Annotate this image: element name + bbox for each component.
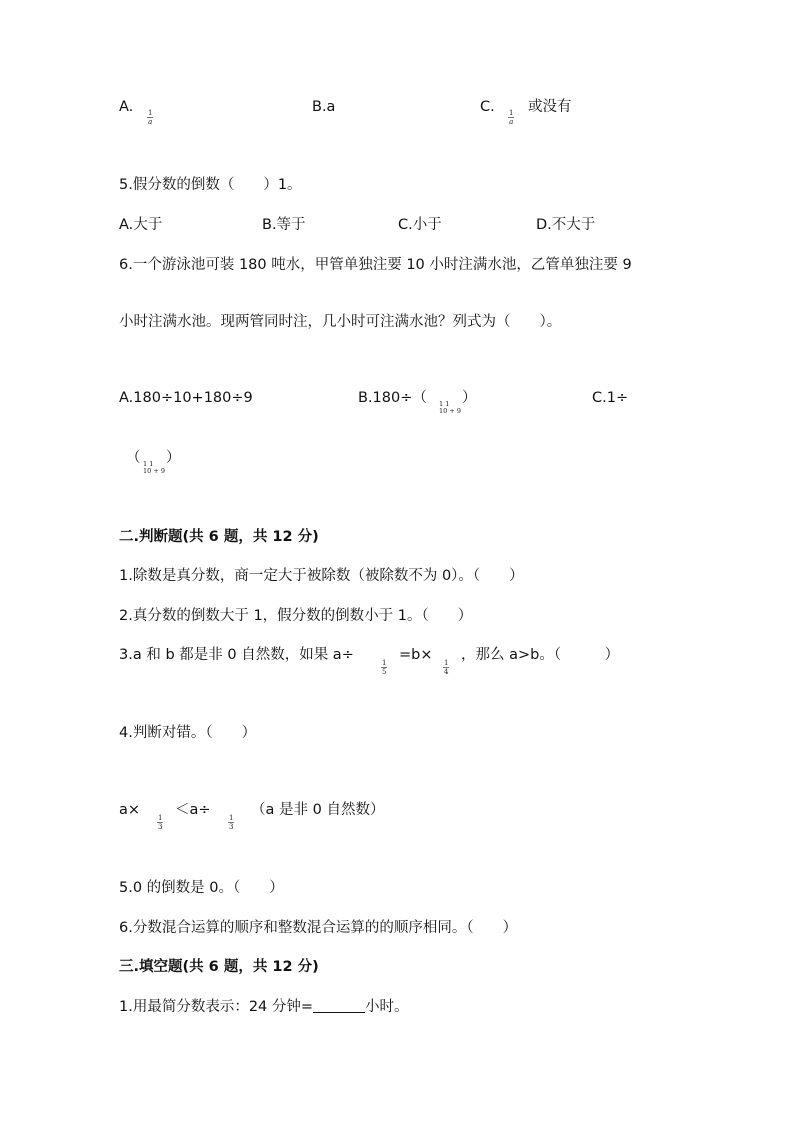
q6-option-c-prefix: C.1÷	[592, 390, 629, 406]
judge-q4: 4.判断对错。（ ）	[119, 725, 257, 741]
fraction-denominator: 4	[444, 668, 449, 676]
judge-q3-part1: 3.a 和 b 都是非 0 自然数，如果 a÷	[119, 647, 354, 663]
q6-option-b-prefix: B.180÷（	[358, 390, 427, 406]
fraction-sum-denominators: 10 + 9	[439, 407, 461, 415]
judge-q4-fraction-1	[157, 814, 163, 831]
fraction-numerator: 1	[382, 659, 387, 667]
fraction-denominator: a	[509, 118, 514, 126]
fraction-denominator: a	[148, 118, 153, 126]
q6-stem-line1: 6.一个游泳池可装 180 吨水，甲管单独注要 10 小时注满水池，乙管单独注要 9	[119, 257, 632, 273]
q6-option-b-suffix: ）	[462, 390, 477, 406]
q4-option-c-suffix: 或没有	[528, 99, 572, 115]
answer-blank[interactable]	[313, 998, 365, 1013]
q6-option-c-close-paren: ）	[166, 450, 181, 466]
q5-option-b: B.等于	[262, 217, 306, 233]
fraction-numerator: 1	[229, 814, 234, 822]
fraction-sum-numerators: 1 1	[439, 400, 450, 408]
q4-option-a-label: A.	[119, 99, 134, 115]
judge-q4-expr-part2: ＜a÷	[175, 802, 211, 818]
fraction-numerator: 1	[158, 814, 163, 822]
section2-heading: 二.判断题(共 6 题，共 12 分)	[119, 529, 319, 545]
section3-heading: 三.填空题(共 6 题，共 12 分)	[119, 959, 319, 975]
judge-q6: 6.分数混合运算的顺序和整数混合运算的的顺序相同。（ ）	[119, 920, 518, 936]
judge-q2: 2.真分数的倒数大于 1，假分数的倒数小于 1。（ ）	[119, 608, 473, 624]
judge-q4-expr-part3: （a 是非 0 自然数）	[251, 802, 385, 818]
judge-q5: 5.0 的倒数是 0。（ ）	[119, 880, 284, 896]
fraction-numerator: 1	[509, 109, 514, 117]
q6-option-c-open-paren: （	[126, 450, 141, 466]
q6-option-a: A.180÷10+180÷9	[119, 390, 253, 406]
judge-q3-part3: ，那么 a>b。（ ）	[461, 647, 620, 663]
fraction-numerator: 1	[148, 109, 153, 117]
q4-option-c-fraction	[508, 109, 514, 126]
fraction-sum-numerators: 1 1	[143, 460, 154, 468]
judge-q1: 1.除数是真分数，商一定大于被除数（被除数不为 0）。（ ）	[119, 568, 524, 584]
fraction-numerator: 1	[444, 659, 449, 667]
q6-option-c-fraction-sum	[143, 461, 165, 477]
judge-q3-part2: =b×	[399, 647, 433, 663]
q6-stem-line2: 小时注满水池。现两管同时注，几小时可注满水池？列式为（ ）。	[119, 314, 562, 330]
fraction-denominator: 3	[158, 823, 163, 831]
judge-q4-fraction-2	[228, 814, 234, 831]
q5-stem: 5.假分数的倒数（ ）1。	[119, 177, 302, 193]
q5-option-c: C.小于	[398, 217, 442, 233]
fill-q1	[119, 998, 409, 1016]
q4-option-a-fraction	[147, 109, 153, 126]
q6-option-b-fraction-sum	[439, 401, 461, 417]
fraction-sum-denominators: 10 + 9	[143, 467, 165, 475]
q4-option-b: B.a	[312, 99, 336, 115]
fill-q1-suffix: 小时。	[365, 999, 409, 1015]
judge-q4-expr-part1: a×	[119, 802, 141, 818]
fraction-denominator: 3	[229, 823, 234, 831]
q5-option-a: A.大于	[119, 217, 163, 233]
fill-q1-text: 1.用最简分数表示：24 分钟=	[119, 999, 314, 1015]
q5-option-d: D.不大于	[536, 217, 596, 233]
judge-q3-fraction-1	[381, 659, 387, 676]
q4-option-c-label: C.	[480, 99, 495, 115]
judge-q3-fraction-2	[443, 659, 449, 676]
fraction-denominator: 5	[382, 668, 387, 676]
